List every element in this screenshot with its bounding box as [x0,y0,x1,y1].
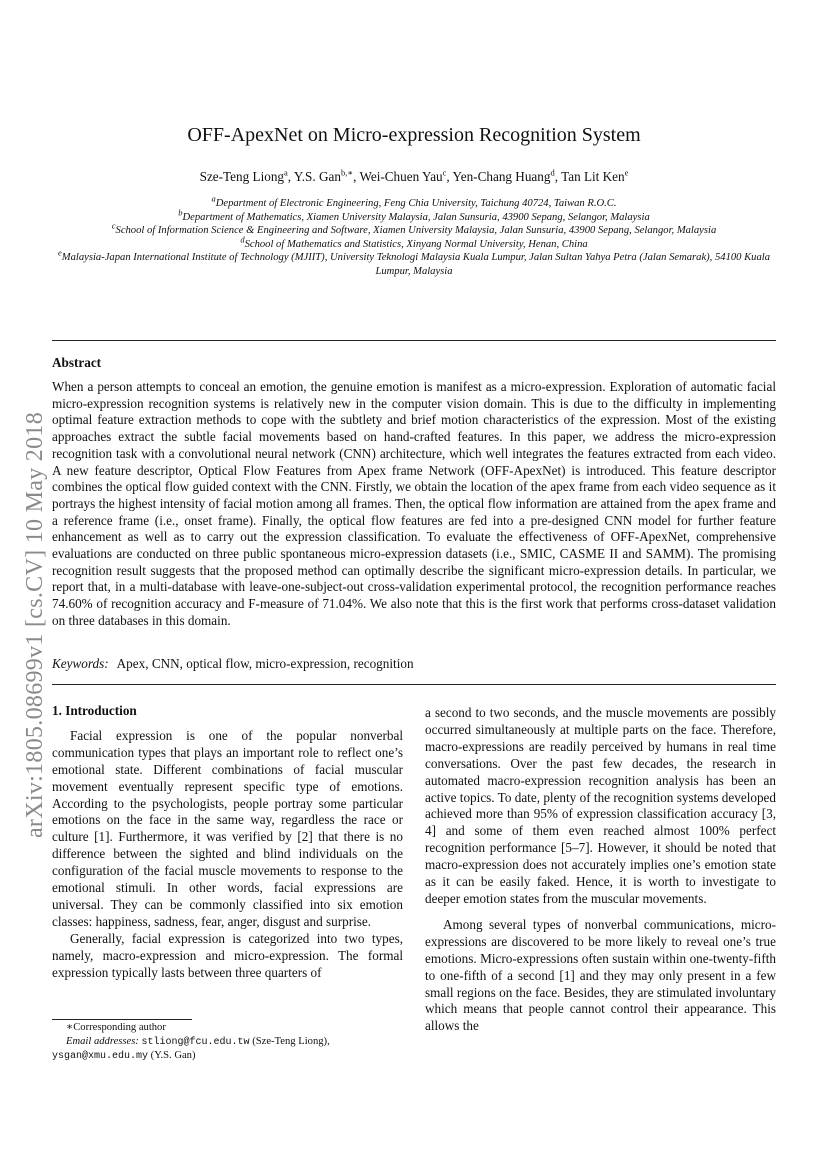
author: Y.S. Gan$^{b,∗}$ [293,167,354,184]
affiliation: $^b$Department of Mathematics, Xiamen University Malaysia, Jalan Sunsuria, 43900 Sepang, Selangor, Malaysia [178,207,650,223]
right-column [425,705,776,1035]
affiliation-list [52,193,776,279]
left-column [52,703,403,982]
author: Tan Lit Ken$^e$ [561,167,629,184]
email-owner: (Sze-Teng Liong), [252,1035,330,1047]
footnotes [52,1021,403,1064]
section-heading: 1. Introduction [52,703,137,718]
author: Sze-Teng Liong$^a$ [199,167,288,184]
abstract-text: When a person attempts to conceal an emotion, the genuine emotion is manifest as a micro-expression. Exploration of automatic facial micro-expression recognition systems is relatively new in the computer vision domain. This is due to the difficulty in implementing optimal feature extraction methods to cope with the subtlety and brief motion characteristics of the expression. Most of the existing approaches extract the subtle facial movements based on hand-crafted features. In this paper, we address the micro-expression recognition task with a convolutional neural network (CNN) architecture, which well integrates the features extracted from each video. A new feature descriptor, Optical Flow Features from Apex frame Network (OFF-ApexNet) is introduced. This feature descriptor combines the optical flow guided context with the CNN. Firstly, we obtain the location of the apex frame from each video sequence as it portrays the highest intensity of facial motion among all frames. Then, the optical flow information are attained from the apex frame and a reference frame (i.e., onset frame). Finally, the optical flow features are fed into a pre-designed CNN model for further feature enhancement as well as to carry out the expression classification. To evaluate the effectiveness of OFF-ApexNet, comprehensive evaluations are conducted on three public spontaneous micro-expression datasets (i.e., SMIC, CASME II and SAMM). The promising recognition result suggests that the proposed method can optimally describe the significant micro-expression details. In particular, we report that, in a multi-database with leave-one-subject-out cross-validation experimental protocol, the recognition performance reaches 74.60% of recognition accuracy and F-measure of 71.04%. We also note that this is the first work that performs cross-dataset validation on three databases in this domain. [52,379,776,628]
abstract-heading: Abstract [52,355,102,370]
paper-title: OFF-ApexNet on Micro-expression Recognition System [187,124,641,146]
affiliation: $^d$School of Mathematics and Statistics, Xinyang Normal University, Henan, China [240,234,588,250]
author-list: Sze-Teng Liong$^a$, Y.S. Gan$^{b,∗}$, Wei-Chuen Yau$^c$, Yen-Chang Huang$^d$, Tan Lit Ken$^e$ [199,167,629,184]
arxiv-stamp-text: arXiv:1805.08699v1 [cs.CV] 10 May 2018 [22,411,48,839]
footnote-rule [52,1019,192,1020]
keywords-text: Apex, CNN, optical flow, micro-expression, recognition [116,656,414,671]
paragraph: Among several types of nonverbal communications, micro-expressions are discovered to be more likely to reveal one’s true emotions. Micro-expressions often sustain within one-twenty-fifth to one-fifth of a second [1] and they may only present in a few small regions on the face. Besides, they are stimulated involuntary which means that people cannot control their appearance. This allows the [425,916,776,1034]
abstract-top-rule [52,340,776,341]
author: Wei-Chuen Yau$^c$ [359,167,447,184]
paragraph: Generally, facial expression is categorized into two types, namely, macro-expression and micro-expression. The formal expression typically lasts between three quarters of [52,930,403,980]
abstract-bottom-rule [52,684,776,685]
email-link[interactable]: ysgan@xmu.edu.my [52,1051,149,1062]
arxiv-stamp [20,355,50,895]
email-owner: (Y.S. Gan) [150,1050,196,1061]
affiliation: $^e$Malaysia-Japan International Institute of Technology (MJIIT), University Teknologi Malaysia Kuala Lumpur, Jalan Sultan Yahya Petra (Jalan Semarak), 54100 Kuala Lumpur, Malaysia [57,247,771,277]
email-link[interactable]: stliong@fcu.edu.tw [141,1036,250,1048]
email-label: Email addresses: [66,1035,139,1047]
keywords [52,656,776,673]
affiliation: $^c$School of Information Science & Engineering and Software, Xiamen University Malaysia, Jalan Sunsuria, 43900 Sepang, Selangor, Malaysia [111,220,717,237]
paragraph: Facial expression is one of the popular nonverbal communication types that plays an important role to reflect one’s emotional state. Different combinations of facial muscular movement eventually represent specific type of emotions. According to the psychologists, people portray some particular emotions on the face in the same way, regardless the race or culture [1]. Furthermore, it was verified by [2] that there is no difference between the sighted and blind individuals on the configuration of the facial muscle movements to response to the emotional stimuli. In other words, facial expressions are universal. They can be commonly classified into six emotion classes: happiness, sadness, fear, anger, disgust and surprise. [52,727,403,929]
paragraph: a second to two seconds, and the muscle movements are possibly occurred simultaneously at multiple parts on the face. Therefore, macro-expressions are readily perceived by humans in real time conversations. Over the past few decades, the research in automated macro-expression recognition analysis has been an active topics. To date, plenty of the recognition systems developed achieved more than 95% of expression classification accuracy [3, 4] and some of them even reached almost 100% perfect recognition performance [5–7]. However, it should be noted that macro-expression does not accurately implies one’s emotion state as it can be easily faked. Hence, it is worth to investigate to deeper emotion states from the muscular movements. [425,705,776,906]
email-line [52,1035,403,1050]
corresponding-author-note: ∗Corresponding author [66,1022,166,1033]
affiliation: $^a$Department of Electronic Engineering, Feng Chia University, Taichung 40724, Taiwan R.O.C. [211,193,617,209]
email-line [52,1049,403,1064]
author: Yen-Chang Huang$^d$ [452,167,555,184]
keywords-label: Keywords: [52,656,109,671]
